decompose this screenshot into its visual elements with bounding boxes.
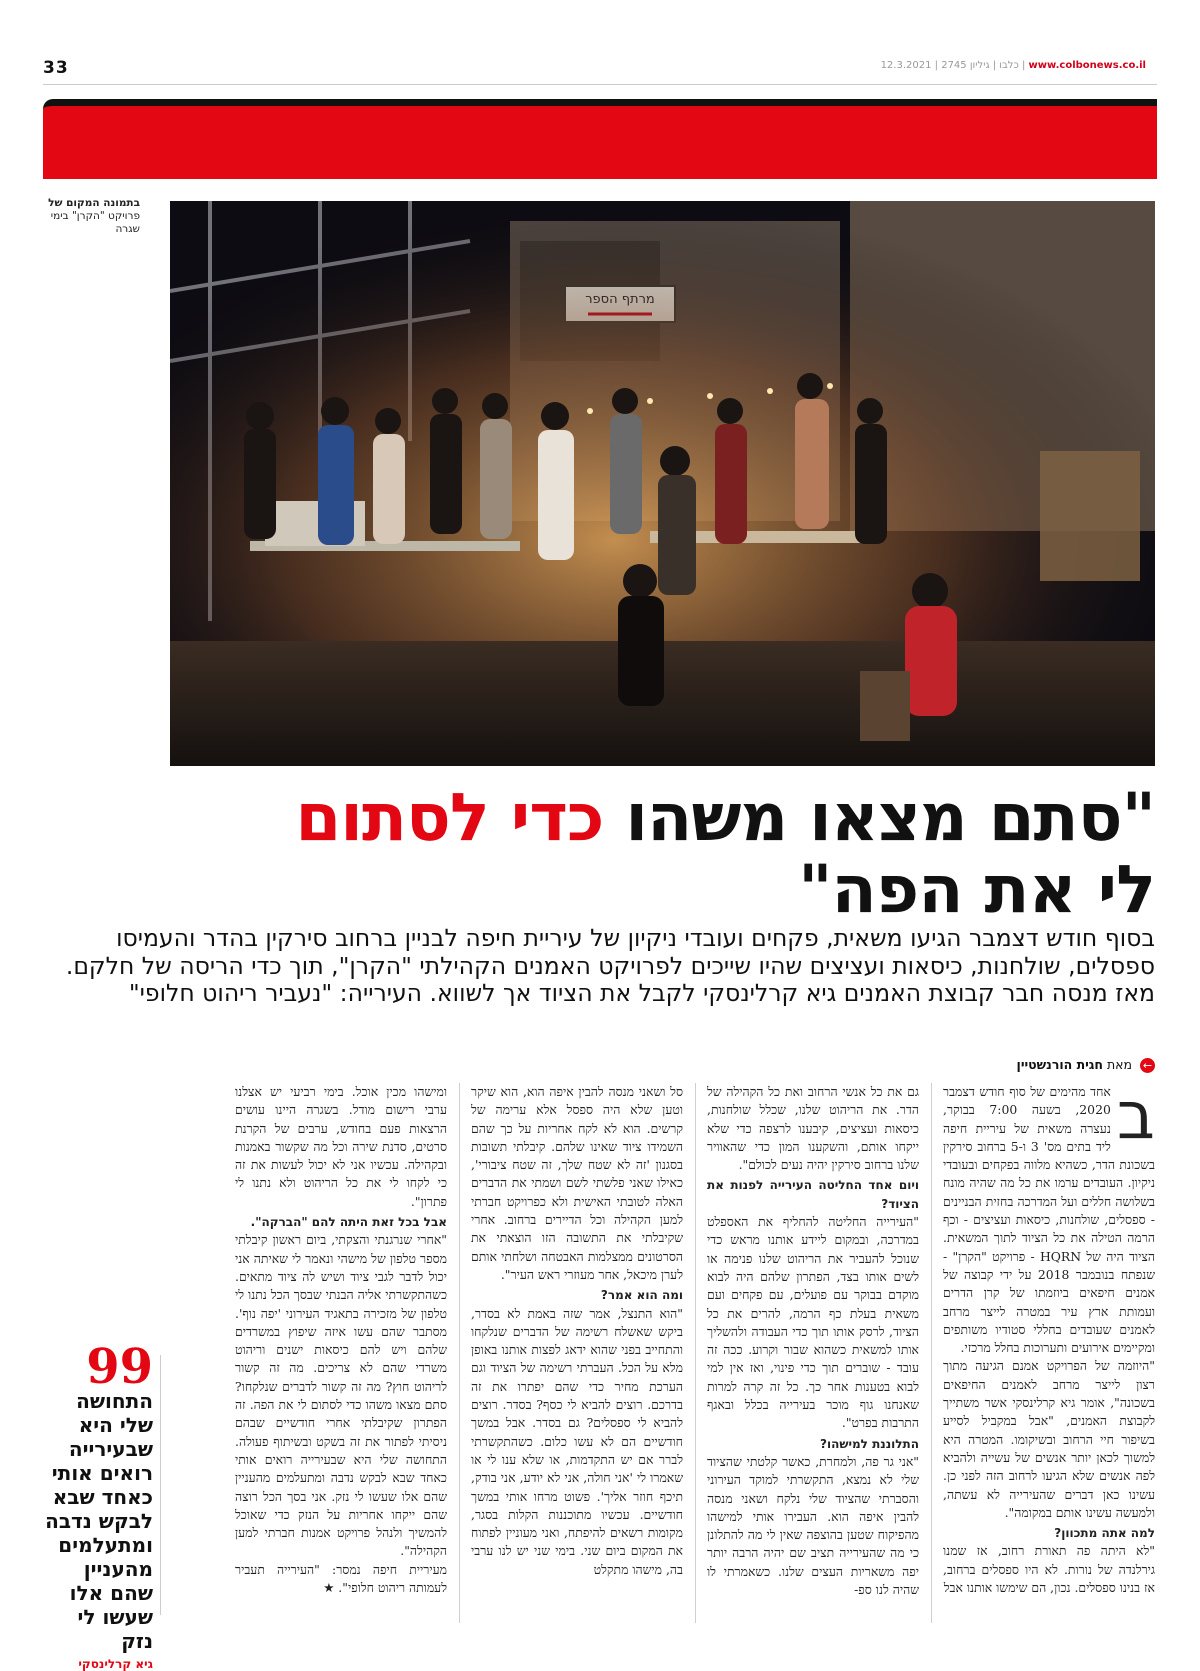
paragraph: ומישהו מכין אוכל. בימי רביעי יש אצלנו ערבי רישום מודל. בשגרה היינו עושים הרצאות פעם בחודש, ערבים של הקרנת סרטים, סדנת שירה וכל מה שקשור באמנות ובקהילה. עכשיו אני לא יכול לעשות את זה כי לקחו לי את כל הריהוט ולא נתנו לי פתרון". xyxy=(235,1084,447,1209)
issue-meta: כלבו | גיליון 2745 | 12.3.2021 xyxy=(880,60,1019,71)
pullquote-author: גיא קרלינסקי xyxy=(78,1657,153,1671)
photo-caption xyxy=(40,197,140,236)
article-column-3 xyxy=(471,1083,683,1623)
question-subhead: למה אתה מתכוון? xyxy=(1054,1526,1155,1541)
column-divider xyxy=(459,1083,460,1623)
pullquote-divider xyxy=(160,1355,161,1615)
paragraph: "אני גר פה, ולמחרת, כאשר קלטתי שהציוד שלי לא נמצא, התקשרתי למוקד העירוני והסברתי שהציוד שלי נלקח ושאני מנסה להבין איפה הוא. העבירו אותי למישהו מהפיקוח שטען בהוצפה שאין לי מה להתלונן כי מה שהעירייה תציב שם יהיה הרבה יותר יפה משאריות העצים שלנו. כשאמרתי לו שהיה לנו ספ- xyxy=(707,1453,919,1598)
paragraph: "היוזמה של הפרויקט אמנם הגיעה מתוך רצון לייצר מרחב לאמנים החיפאים בשכונה", אומר גיא קרלינסקי אשר משתייך לקבוצת האמנים, "אבל במקביל לסייע בשיפור חיי הרחוב ובשיקומו. המטרה היא למשוך לכאן יותר אנשים של עשייה ולהביא לפה אנשים שלא הגיעו לרחוב הזה לפני כן. עשינו כאן דברים שהעירייה לא עשתה, ולמעשה עשינו אותם במקומה". xyxy=(943,1358,1155,1520)
paragraph: אחד מהימים של סוף חודש דצמבר 2020, בשעה 7:00 בבוקר, נעצרה משאית של עיריית חיפה ליד בתים מס' 3 ו-5 ברחוב סירקין בשכונת הדר, כשהיא מלווה בפקחים ובעובדי ניקיון. העובדים ערמו את כל מה שהיה מונח בשלושה חללים ועל המדרכה בחזית הבניינים - ספסלים, שולחנות, כיסאות ועציצים - וכף הרמה הטילה את כל הציוד לתוך המשאית. הציוד היה של HQRN - פרויקט "הקרן" - שנפתח בנובמבר 2018 על ידי קבוצה של אמנים חיפאים ביוזמתו של קרן הדרים ועמותת ארץ עיר במטרה לייצר מרחב לאמנים שעובדים בחללי סטודיו משותפים ומקיימים אירועים ותערוכות בחלל מרכזי. xyxy=(943,1084,1155,1356)
quote-mark-icon: 99 xyxy=(86,1339,153,1395)
question-subhead: אבל בכל זאת היתה להם "הברקה". xyxy=(250,1215,447,1230)
drop-cap: ב xyxy=(1116,1083,1155,1154)
header-meta: www.colbonews.co.il | כלבו | גיליון 2745 | 12.3.2021 xyxy=(880,60,1146,71)
caption-bold: בתמונה המקום של xyxy=(48,197,140,209)
headline xyxy=(45,779,1155,928)
arrow-icon: ← xyxy=(1140,1058,1155,1073)
pullquote xyxy=(43,1339,153,1671)
paragraph: גם את כל אנשי הרחוב ואת כל הקהילה של הדר. את הריהוט שלנו, שכלל שולחנות, כיסאות ועציצים, קיבענו לרצפה כדי שלא ייקחו אותם, והשקענו המון כדי שהאוויר שלנו ברחוב סירקין יהיה נעים לכולם". xyxy=(707,1084,919,1173)
byline-author: חגית הורנשטיין xyxy=(1016,1057,1103,1072)
column-divider xyxy=(695,1083,696,1623)
header-rule xyxy=(43,84,1157,85)
question-subhead: ויום אחד החליטה העירייה לפנות את הציוד? xyxy=(707,1178,919,1211)
headline-part1: "סתם מצאו משהו xyxy=(603,779,1155,856)
page-number: 33 xyxy=(43,58,69,78)
paragraph: "לא היתה פה תאורת רחוב, אז שמנו גירלנדה של נורות. לא היו ספסלים ברחוב, אז בנינו ספסלים. נכון, הם שימשו אותנו אבל xyxy=(943,1543,1155,1596)
standfirst: בסוף חודש דצמבר הגיעו משאית, פקחים ועובדי ניקיון של עיריית חיפה לבניין ברחוב סירקין בהדר והעמיסו ספסלים, שולחנות, כיסאות ועציצים שהיו שייכים לפרויקט האמנים הקהילתי "הקרן", תוך כדי הריסה של חלקם. מאז מנסה חבר קבוצת האמנים גיא קרלינסקי לקבל את הציוד אך לשווא. העירייה: "נעביר ריהוט חלופי" xyxy=(65,924,1155,1007)
question-subhead: התלוננת למישהו? xyxy=(820,1436,919,1451)
paragraph: "הוא התנצל, אמר שזה באמת לא בסדר, ביקש שאשלח רשימה של הדברים שנלקחו והתחייב בפני שהוא ידאג לפצות אותנו באופן מלא על הכל. העברתי רשימה של הציוד וגם הערכת מחיר כדי שהם יפתרו את זה בדרכם. רוצים להביא לי כסף? בסדר. רוצים להביא לי ספסלים? גם בסדר. אבל במשך חודשיים הם לא עשו כלום. כשהתקשרתי לברר אם יש התקדמות, או שלא ענו לי או שאמרו לי 'אני חולה, אני לא יודע, אני בודק, תיכף חוזר אליך'. פשוט מרחו אותי במשך חודשיים. עכשיו מתוכננות הקלות בסגר, מקומות רשאים להיפתח, ואני מעוניין לפתוח את המקום ביום שני. בימי שני יש לנו ערבי בה, מישהו מתקלט xyxy=(471,1305,683,1577)
paragraph: "העירייה החליטה להחליף את האספלט במדרכה, ובמקום ליידע אותנו מראש כדי שנוכל להעביר את הריהוט שלנו פנימה או לשים אותו בצד, הפתרון שלהם היה לבוא מוקדם בבוקר עם פועלים, עם פקחים ועם משאית בעלת כף הרמה, להרים את כל הציוד, לרסק אותו תוך כדי העבודה ולהשליך אותו למשאית כשהוא שבור וקרוע. ככה זה עובד - שוברים תוך כדי פינוי, ואז אין למי לבוא בטענות אחר כך. כל זה קרה למרות שאנחנו גוף מוכר בעירייה בכלל ובאגף התרבות בפרט". xyxy=(707,1214,919,1431)
article-column-4 xyxy=(235,1083,447,1623)
question-subhead: ומה הוא אמר? xyxy=(600,1288,683,1303)
headline-line1 xyxy=(45,779,1155,856)
byline xyxy=(1017,1057,1155,1073)
red-banner xyxy=(43,99,1157,179)
article-column-2 xyxy=(707,1083,919,1623)
column-divider xyxy=(931,1083,932,1623)
pullquote-text: התחושה שלי היא שבעירייה רואים אותי כאחד שבא לבקש נדבה ומתעלמים מהעניין שהם אלו שעשו לי נזק xyxy=(45,1389,153,1653)
byline-prefix: מאת xyxy=(1106,1057,1133,1072)
paragraph: סל ושאני מנסה להבין איפה הוא, הוא שיקר וטען שלא היה ספסל אלא ערימה של קרשים. הוא לא לקח אחריות על כך שהם השמידו ציוד שאינו שלהם. קיבלתי תשובות בסגנון 'זה לא שטח שלך, זה שטח ציבורי', כאילו שאני פלשתי לשם ושמתי את הדברים האלה לטובתי האישית ולא כפרויקט חברתי למען הקהילה וכל הדיירים ברחוב. אחרי שקיבלתי את התשובה הזו הוצאתי את הסרטונים ממצלמות האבטחה ושלחתי אותם לערן מיכאל, אחר מעוזרי ראש העיר". xyxy=(471,1084,683,1282)
site-url[interactable]: www.colbonews.co.il xyxy=(1028,60,1146,71)
headline-red: כדי לסתום xyxy=(295,779,604,856)
paragraph: מעיריית חיפה נמסר: "העירייה תעביר לעמותה ריהוט חלופי". ★ xyxy=(235,1561,447,1596)
paragraph: "אחרי שנרגנתי והצקתי, ביום ראשון קיבלתי מספר טלפון של מישהי ונאמר לי שאיתה אני יכול לדבר לגבי ציוד ושיש לה ציוד מתאים. כשהתקשרתי אליה הבנתי שבסך הכל נתנו לי טלפון של מזכירה בתאגיד העירוני 'יפה נוף'. מסתבר שהם עשו איזה שיפוץ במשרדים שלהם ויש להם כיסאות ישנים וריהוט משרדי שהם לא צריכים. מה זה קשור לריהוט חוץ? מה זה קשור לדברים שנלקחו? סתם מצאו משהו כדי לסתום לי את הפה. זה הפתרון שקיבלתי אחרי חודשיים שבהם ניסיתי לפתור את זה בשקט ובשיתוף פעולה. התחושה שלי היא שבעירייה רואים אותי כאחד שבא לבקש נדבה ומתעלמים מהעניין שהם אלו שעשו לי נזק. אני בסך הכל רוצה שהם ייקחו אחריות על הנזק כדי שאוכל להמשיך ולנהל פרויקט אמנות חברתי למען הקהילה". xyxy=(235,1232,447,1559)
article-column-1 xyxy=(943,1083,1155,1623)
headline-line2: לי את הפה" xyxy=(798,851,1155,928)
main-photo xyxy=(170,201,1155,766)
caption-text: פרויקט "הקרן" בימי שגרה xyxy=(50,210,140,235)
photo-illustration xyxy=(170,201,1155,766)
